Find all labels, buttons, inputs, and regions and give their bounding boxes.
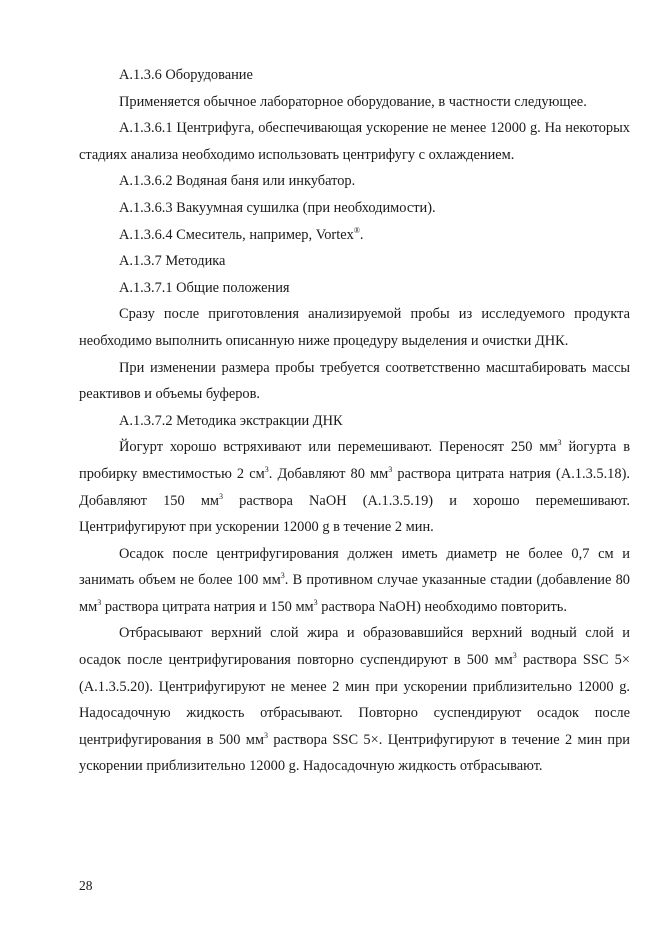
- text-run: раствора цитрата натрия (А.1.3.5.18). Добавляют 150 мм: [79, 465, 630, 509]
- paragraph: [79, 301, 630, 354]
- paragraph: [79, 541, 630, 621]
- text-run: Сразу после приготовления анализируемой пробы из исследуемого продукта необходимо выполнить описанную ниже процедуру выделения и очистки ДНК.: [79, 306, 630, 349]
- text-run: .: [359, 226, 364, 243]
- superscript: 3: [557, 438, 562, 448]
- superscript: 3: [313, 597, 318, 607]
- paragraph: [79, 408, 630, 435]
- superscript: 3: [388, 464, 393, 474]
- paragraph: [79, 434, 630, 540]
- text-run: Йогурт хорошо встряхивают или перемешивают. Переносят 250 мм: [119, 439, 558, 456]
- body-text: [79, 62, 630, 780]
- text-run: А.1.3.6.3 Вакуумная сушилка (при необходимости).: [119, 199, 436, 216]
- superscript: 3: [264, 464, 269, 474]
- text-run: Отбрасывают верхний слой жира и образовавшийся верхний водный слой и осадок после центрифугирования повторно суспендируют в 500 мм: [79, 625, 630, 669]
- paragraph: [79, 222, 630, 249]
- superscript: 3: [264, 730, 268, 740]
- paragraph: [79, 115, 630, 168]
- text-run: При изменении размера пробы требуется соответственно масштабировать массы реактивов и объемы буферов.: [79, 359, 630, 403]
- paragraph: [79, 355, 630, 408]
- superscript: 3: [512, 651, 517, 661]
- text-run: раствора SSC 5×. Центрифугируют в течение 2 мин при ускорении приблизительно 12000 g. Надосадочную жидкость отбрасывают.: [79, 731, 630, 775]
- superscript: 3: [97, 597, 102, 607]
- text-run: . В противном случае указанные стадии (добавление 80 мм: [79, 572, 630, 615]
- text-run: раствора NaOH) необходимо повторить.: [317, 598, 567, 615]
- paragraph: [79, 195, 630, 222]
- text-run: А.1.3.7 Методика: [119, 253, 226, 270]
- paragraph: [79, 620, 630, 780]
- paragraph: [79, 275, 630, 302]
- text-run: А.1.3.6.1 Центрифуга, обеспечивающая ускорение не менее 12000 g. На некоторых стадиях анализа необходимо использовать центрифугу с охлаждением.: [79, 120, 630, 163]
- page-number: 28: [79, 878, 93, 893]
- paragraph: [79, 168, 630, 195]
- text-run: . Добавляют 80 мм: [268, 465, 389, 482]
- text-run: А.1.3.7.2 Методика экстракции ДНК: [119, 412, 343, 429]
- text-run: раствора NaOH (А.1.3.5.19) и хорошо перемешивают. Центрифугируют при ускорении 12000 g в течение 2 мин.: [79, 492, 630, 536]
- superscript: 3: [219, 491, 224, 501]
- paragraph: [79, 248, 630, 275]
- superscript: ®: [353, 225, 360, 235]
- paragraph: [79, 89, 630, 116]
- text-run: раствора SSC 5× (А.1.3.5.20). Центрифугируют не менее 2 мин при ускорении приблизительно 12000 g. Надосадочную жидкость отбрасывают. Повторно суспендируют осадок после центрифугирования в 500 мм: [79, 652, 630, 748]
- paragraph: [79, 62, 630, 89]
- text-run: А.1.3.6.4 Смеситель, например, Vortex: [119, 226, 354, 243]
- superscript: 3: [280, 571, 285, 581]
- text-run: Применяется обычное лабораторное оборудование, в частности следующее.: [119, 93, 587, 110]
- text-run: Осадок после центрифугирования должен иметь диаметр не более 0,7 см и занимать объем не более 100 мм: [79, 545, 630, 589]
- text-run: А.1.3.7.1 Общие положения: [119, 279, 290, 296]
- text-run: йогурта в пробирку вместимостью 2 см: [79, 439, 631, 482]
- text-run: раствора цитрата натрия и 150 мм: [101, 598, 314, 615]
- text-run: А.1.3.6.2 Водяная баня или инкубатор.: [119, 173, 356, 190]
- text-run: А.1.3.6 Оборудование: [119, 67, 253, 83]
